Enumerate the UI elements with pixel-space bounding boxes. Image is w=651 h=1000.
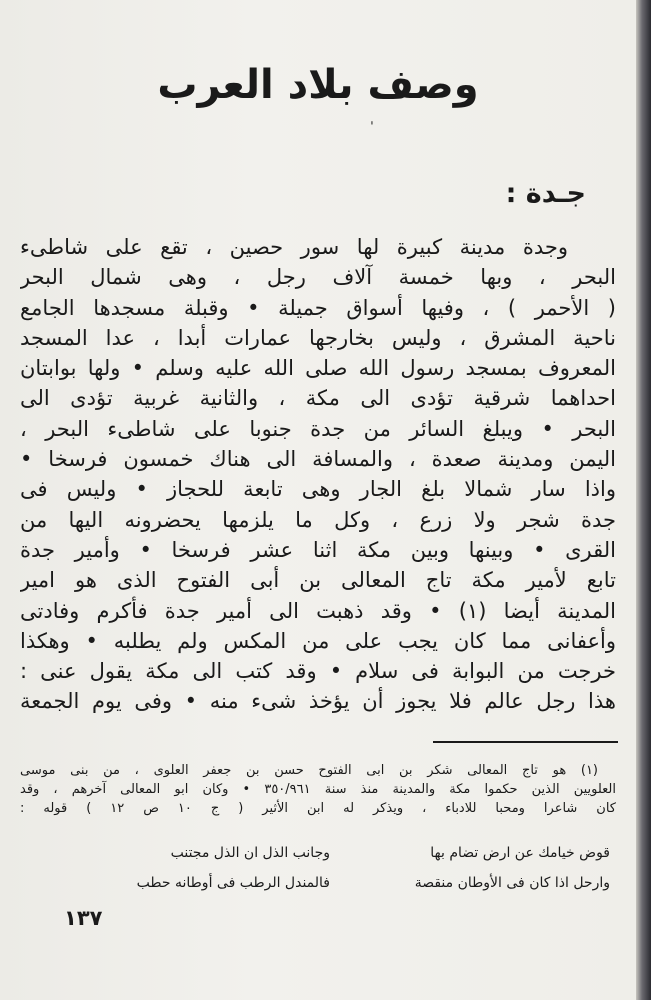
body-line: هذا رجل عالم فلا يجوز أن يؤخذ شىء منه • وفى يوم الجمعة	[20, 689, 616, 714]
body-line: القرى • وبينها وبين مكة اثنا عشر فرسخا • وأمير جدة	[20, 537, 616, 562]
ink-mark: ˈ	[370, 120, 374, 136]
footnote-divider	[433, 741, 618, 743]
body-line: المعروف بمسجد رسول الله صلى الله عليه وسلم • ولها بوابتان	[20, 356, 616, 381]
footnote-line: (١) هو تاج المعالى شكر بن ابى الفتوح حسن بن جعفر العلوى ، من بنى موسى	[20, 763, 598, 778]
verse-first-hemistich: قوض خيامك عن ارض تضام بها	[430, 845, 610, 861]
body-paragraph	[20, 232, 616, 717]
body-line: البحر • ويبلغ السائر من جدة جنوبا على شاطىء البحر ،	[20, 416, 616, 441]
body-line: وأعفانى مما كان يجب على من المكس ولم يطلبه • وهكذا	[20, 628, 616, 653]
section-heading: جـدة :	[505, 178, 586, 209]
poem-verses	[90, 838, 610, 898]
body-line: جدة شجر ولا زرع ، وكل ما يلزمها يحضرونه اليها من	[20, 507, 616, 532]
footnote-line: كان شاعرا ومحبا للادباء ، ويذكر له ابن الأثير ( ج ١٠ ص ١٢ ) قوله :	[20, 801, 616, 816]
verse-first-hemistich: وارحل اذا كان فى الأوطان منقصة	[414, 875, 610, 891]
body-line: وجدة مدينة كبيرة لها سور حصين ، تقع على شاطىء	[20, 235, 568, 259]
verse-row	[90, 838, 610, 868]
verse-row	[90, 868, 610, 898]
body-line: تابع لأمير مكة تاج المعالى بن أبى الفتوح الذى هو امير	[20, 568, 616, 593]
page-edge-shadow	[636, 0, 651, 1000]
body-line: ( الأحمر ) ، وفيها أسواق جميلة • وقبلة مسجدها الجامع	[20, 295, 616, 320]
body-line: المدينة أيضا (١) • وقد ذهبت الى أمير جدة فأكرم وفادتى	[20, 598, 616, 623]
body-line: ناحية المشرق ، وليس بخارجها عمارات أبدا ، عدا المسجد	[20, 325, 616, 350]
verse-second-hemistich: وجانب الذل ان الذل مجتنب	[170, 845, 330, 861]
verse-second-hemistich: فالمندل الرطب فى أوطانه حطب	[136, 875, 330, 891]
body-line: اليمن ومدينة صعدة ، والمسافة الى هناك خمسون فرسخا •	[20, 447, 616, 472]
body-line: واذا سار شمالا بلغ الجار وهى تابعة للحجاز • وليس فى	[20, 477, 616, 502]
page-number: ١٣٧	[64, 906, 103, 930]
footnote	[20, 761, 616, 818]
body-line: احداهما شرقية تؤدى الى مكة ، والثانية غربية تؤدى الى	[20, 386, 616, 411]
footnote-line: العلويين الذين حكموا مكة والمدينة منذ سنة ٣٥٠/٩٦١ • وكان ابو المعالى آخرهم ، وقد	[20, 782, 616, 797]
page-title: وصف بلاد العرب	[157, 62, 479, 108]
body-line: البحر ، وبها خمسة آلاف رجل ، وهى شمال البحر	[20, 265, 616, 290]
body-line: خرجت من البوابة فى سلام • وقد كتب الى مكة يقول عنى :	[20, 659, 616, 684]
